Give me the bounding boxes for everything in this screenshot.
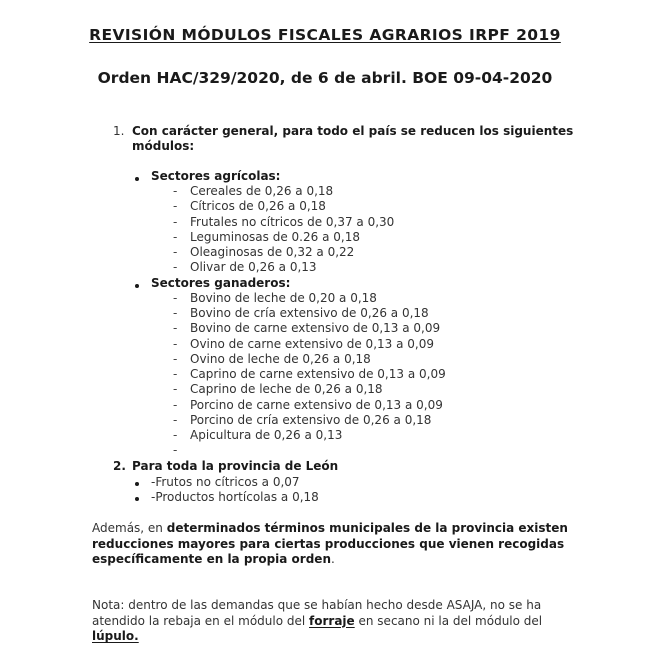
dash-icon: - [173, 199, 178, 213]
dash-icon: - [173, 230, 178, 244]
dash-icon: - [173, 215, 178, 229]
dash-icon: - [173, 367, 178, 381]
list-item: -Frutos no cítricos a 0,07 [151, 475, 300, 489]
list-item: Bovino de leche de 0,20 a 0,18 [190, 291, 377, 305]
list-item: Caprino de leche de 0,26 a 0,18 [190, 382, 383, 396]
list-item: Olivar de 0,26 a 0,13 [190, 260, 317, 274]
group-label-agricolas: Sectores agrícolas: [151, 169, 281, 183]
dash-icon: - [173, 245, 178, 259]
list-item: Porcino de cría extensivo de 0,26 a 0,18 [190, 413, 432, 427]
dash-icon: - [173, 306, 178, 320]
section2-number: 2. [113, 459, 126, 473]
list-item: Porcino de carne extensivo de 0,13 a 0,09 [190, 398, 443, 412]
dash-icon: - [173, 260, 178, 274]
note-paragraph: Nota: dentro de las demandas que se habían hecho desde ASAJA, no se ha atendido la rebaja en el módulo del forraje en secano ni la del módulo del lúpulo. [92, 598, 543, 643]
list-item: Bovino de cría extensivo de 0,26 a 0,18 [190, 306, 429, 320]
section1-heading-line1: Con carácter general, para todo el país se reducen los siguientes [132, 124, 574, 138]
dash-icon: - [173, 352, 178, 366]
section1-number: 1. [113, 124, 125, 138]
dash-icon: - [173, 337, 178, 351]
dash-icon: - [173, 428, 178, 442]
list-item: Frutales no cítricos de 0,37 a 0,30 [190, 215, 395, 229]
list-item: Cítricos de 0,26 a 0,18 [190, 199, 326, 213]
list-item: Bovino de carne extensivo de 0,13 a 0,09 [190, 321, 441, 335]
dash-icon: - [173, 413, 178, 427]
list-item: Oleaginosas de 0,32 a 0,22 [190, 245, 355, 259]
dash-icon: - [173, 291, 178, 305]
bullet-icon [135, 482, 139, 486]
list-item: Ovino de leche de 0,26 a 0,18 [190, 352, 371, 366]
list-item: Ovino de carne extensivo de 0,13 a 0,09 [190, 337, 434, 351]
section2-heading: Para toda la provincia de León [132, 459, 339, 473]
lupulo-emphasis: lúpulo. [92, 629, 139, 643]
document-title: REVISIÓN MÓDULOS FISCALES AGRARIOS IRPF 2019 [89, 26, 561, 44]
dash-icon: - [173, 382, 178, 396]
section1-heading-line2: módulos: [132, 139, 195, 153]
dash-icon: - [173, 443, 178, 457]
group-label-ganaderos: Sectores ganaderos: [151, 276, 291, 290]
forraje-emphasis: forraje [309, 613, 355, 628]
dash-icon: - [173, 321, 178, 335]
list-item: -Productos hortícolas a 0,18 [151, 490, 319, 504]
info-paragraph: Además, en determinados términos municipales de la provincia existen reducciones mayores para ciertas producciones que vienen recogidas específicamente en la propia orden. [92, 521, 568, 566]
bullet-icon [135, 284, 139, 288]
list-item: Leguminosas de 0.26 a 0,18 [190, 230, 360, 244]
bullet-icon [135, 177, 139, 181]
list-item: Caprino de carne extensivo de 0,13 a 0,09 [190, 367, 446, 381]
dash-icon: - [173, 398, 178, 412]
document-subtitle: Orden HAC/329/2020, de 6 de abril. BOE 09-04-2020 [97, 69, 553, 87]
bullet-icon [135, 497, 139, 501]
dash-icon: - [173, 184, 178, 198]
list-item: Apicultura de 0,26 a 0,13 [190, 428, 343, 442]
list-item: Cereales de 0,26 a 0,18 [190, 184, 334, 198]
